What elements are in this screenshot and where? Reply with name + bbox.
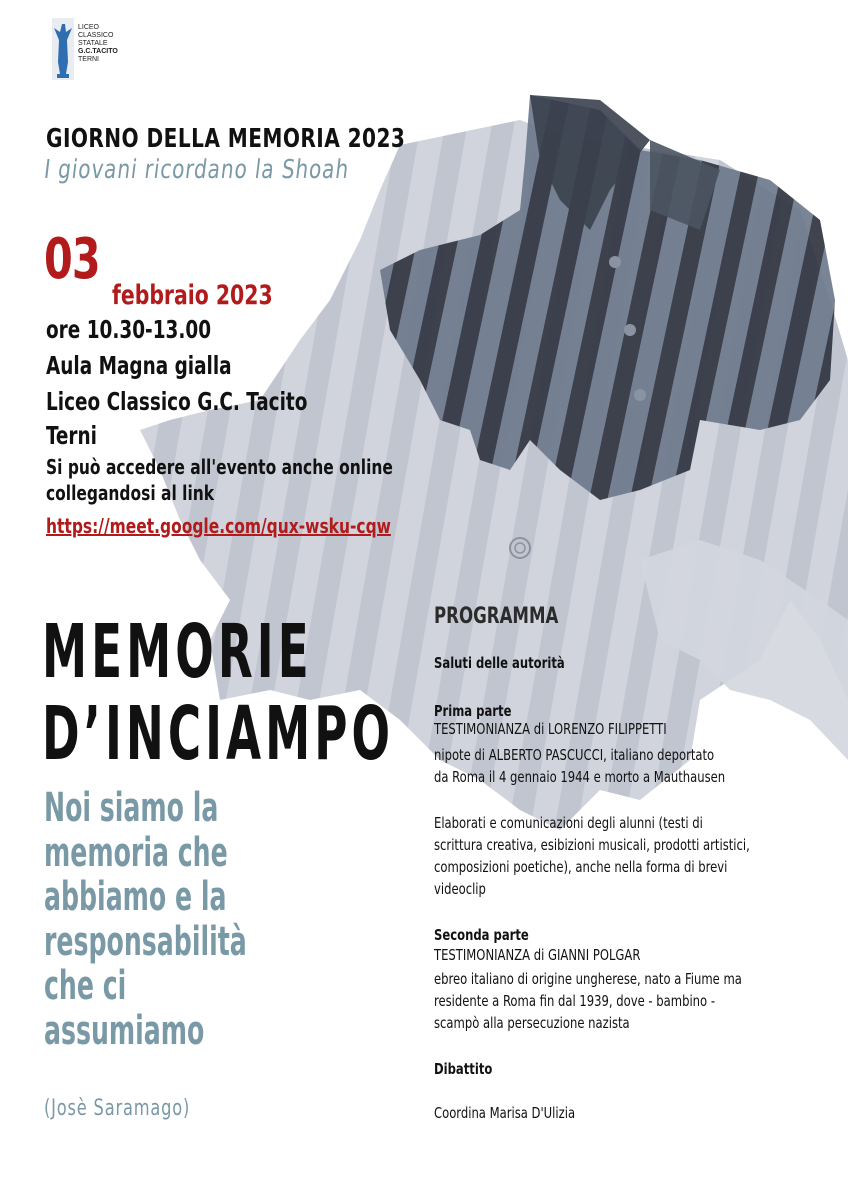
elaborati-line: scrittura creativa, esibizioni musicali, prodotti artistici, bbox=[434, 836, 750, 854]
quote-line: abbiamo e la bbox=[44, 874, 227, 920]
event-title: GIORNO DELLA MEMORIA 2023 bbox=[46, 124, 406, 154]
school-logo-text bbox=[78, 24, 118, 64]
quote-line: assumiamo bbox=[44, 1007, 205, 1054]
elaborati-line: videoclip bbox=[434, 880, 486, 898]
quote-line: Noi siamo la bbox=[44, 785, 219, 831]
elaborati-line: Elaborati e comunicazioni degli alunni (testi di bbox=[434, 814, 703, 832]
event-day: 03 bbox=[44, 227, 100, 292]
prima-parte-line: nipote di ALBERTO PASCUCCI, italiano deportato bbox=[434, 746, 715, 764]
event-subtitle: I giovani ricordano la Shoah bbox=[42, 155, 351, 185]
coordinator: Coordina Marisa D'Ulizia bbox=[434, 1104, 576, 1122]
quote-line: memoria che bbox=[44, 829, 228, 876]
event-room: Aula Magna gialla bbox=[46, 351, 232, 380]
meet-link[interactable]: https://meet.google.com/qux-wsku-cqw bbox=[46, 514, 391, 538]
logo-line: STATALE bbox=[78, 40, 108, 47]
logo-line: LICEO bbox=[78, 24, 100, 31]
quote-author: (Josè Saramago) bbox=[44, 1096, 191, 1121]
logo-line: TERNI bbox=[78, 56, 99, 63]
programma-title: PROGRAMMA bbox=[434, 604, 559, 629]
quote-line: responsabilità bbox=[44, 918, 247, 965]
quote-line: che ci bbox=[44, 963, 127, 1009]
winged-victory-statue-icon bbox=[52, 18, 74, 80]
seconda-parte-line: ebreo italiano di origine ungherese, nato a Fiume ma bbox=[434, 970, 742, 988]
prima-parte-title: Prima parte bbox=[434, 702, 512, 720]
saluti-label: Saluti delle autorità bbox=[434, 654, 565, 672]
headline-line1: MEMORIE bbox=[42, 609, 313, 695]
online-info-line1: Si può accedere all'evento anche online bbox=[46, 455, 393, 479]
dibattito-title: Dibattito bbox=[434, 1060, 493, 1078]
seconda-parte-line: TESTIMONIANZA di GIANNI POLGAR bbox=[434, 946, 641, 964]
elaborati-line: composizioni poetiche), anche nella forma di brevi bbox=[434, 858, 728, 876]
saramago-quote bbox=[44, 786, 247, 1053]
event-time: ore 10.30-13.00 bbox=[46, 315, 212, 344]
seconda-parte-line: residente a Roma fin dal 1939, dove - bambino - bbox=[434, 992, 716, 1010]
online-info-line2: collegandosi al link bbox=[46, 481, 215, 505]
headline-line2: D’INCIAMPO bbox=[42, 691, 395, 777]
logo-line: CLASSICO bbox=[78, 32, 114, 39]
seconda-parte-line: scampò alla persecuzione nazista bbox=[434, 1014, 630, 1032]
event-month-year: febbraio 2023 bbox=[112, 280, 273, 311]
seconda-parte-title: Seconda parte bbox=[434, 926, 529, 944]
prima-parte-line: TESTIMONIANZA di LORENZO FILIPPETTI bbox=[434, 720, 667, 738]
logo-line: G.C.TACITO bbox=[78, 48, 118, 55]
school-logo bbox=[52, 18, 144, 82]
event-venue: Liceo Classico G.C. Tacito bbox=[46, 387, 308, 416]
event-city: Terni bbox=[46, 421, 97, 450]
prima-parte-line: da Roma il 4 gennaio 1944 e morto a Mauthausen bbox=[434, 768, 726, 786]
